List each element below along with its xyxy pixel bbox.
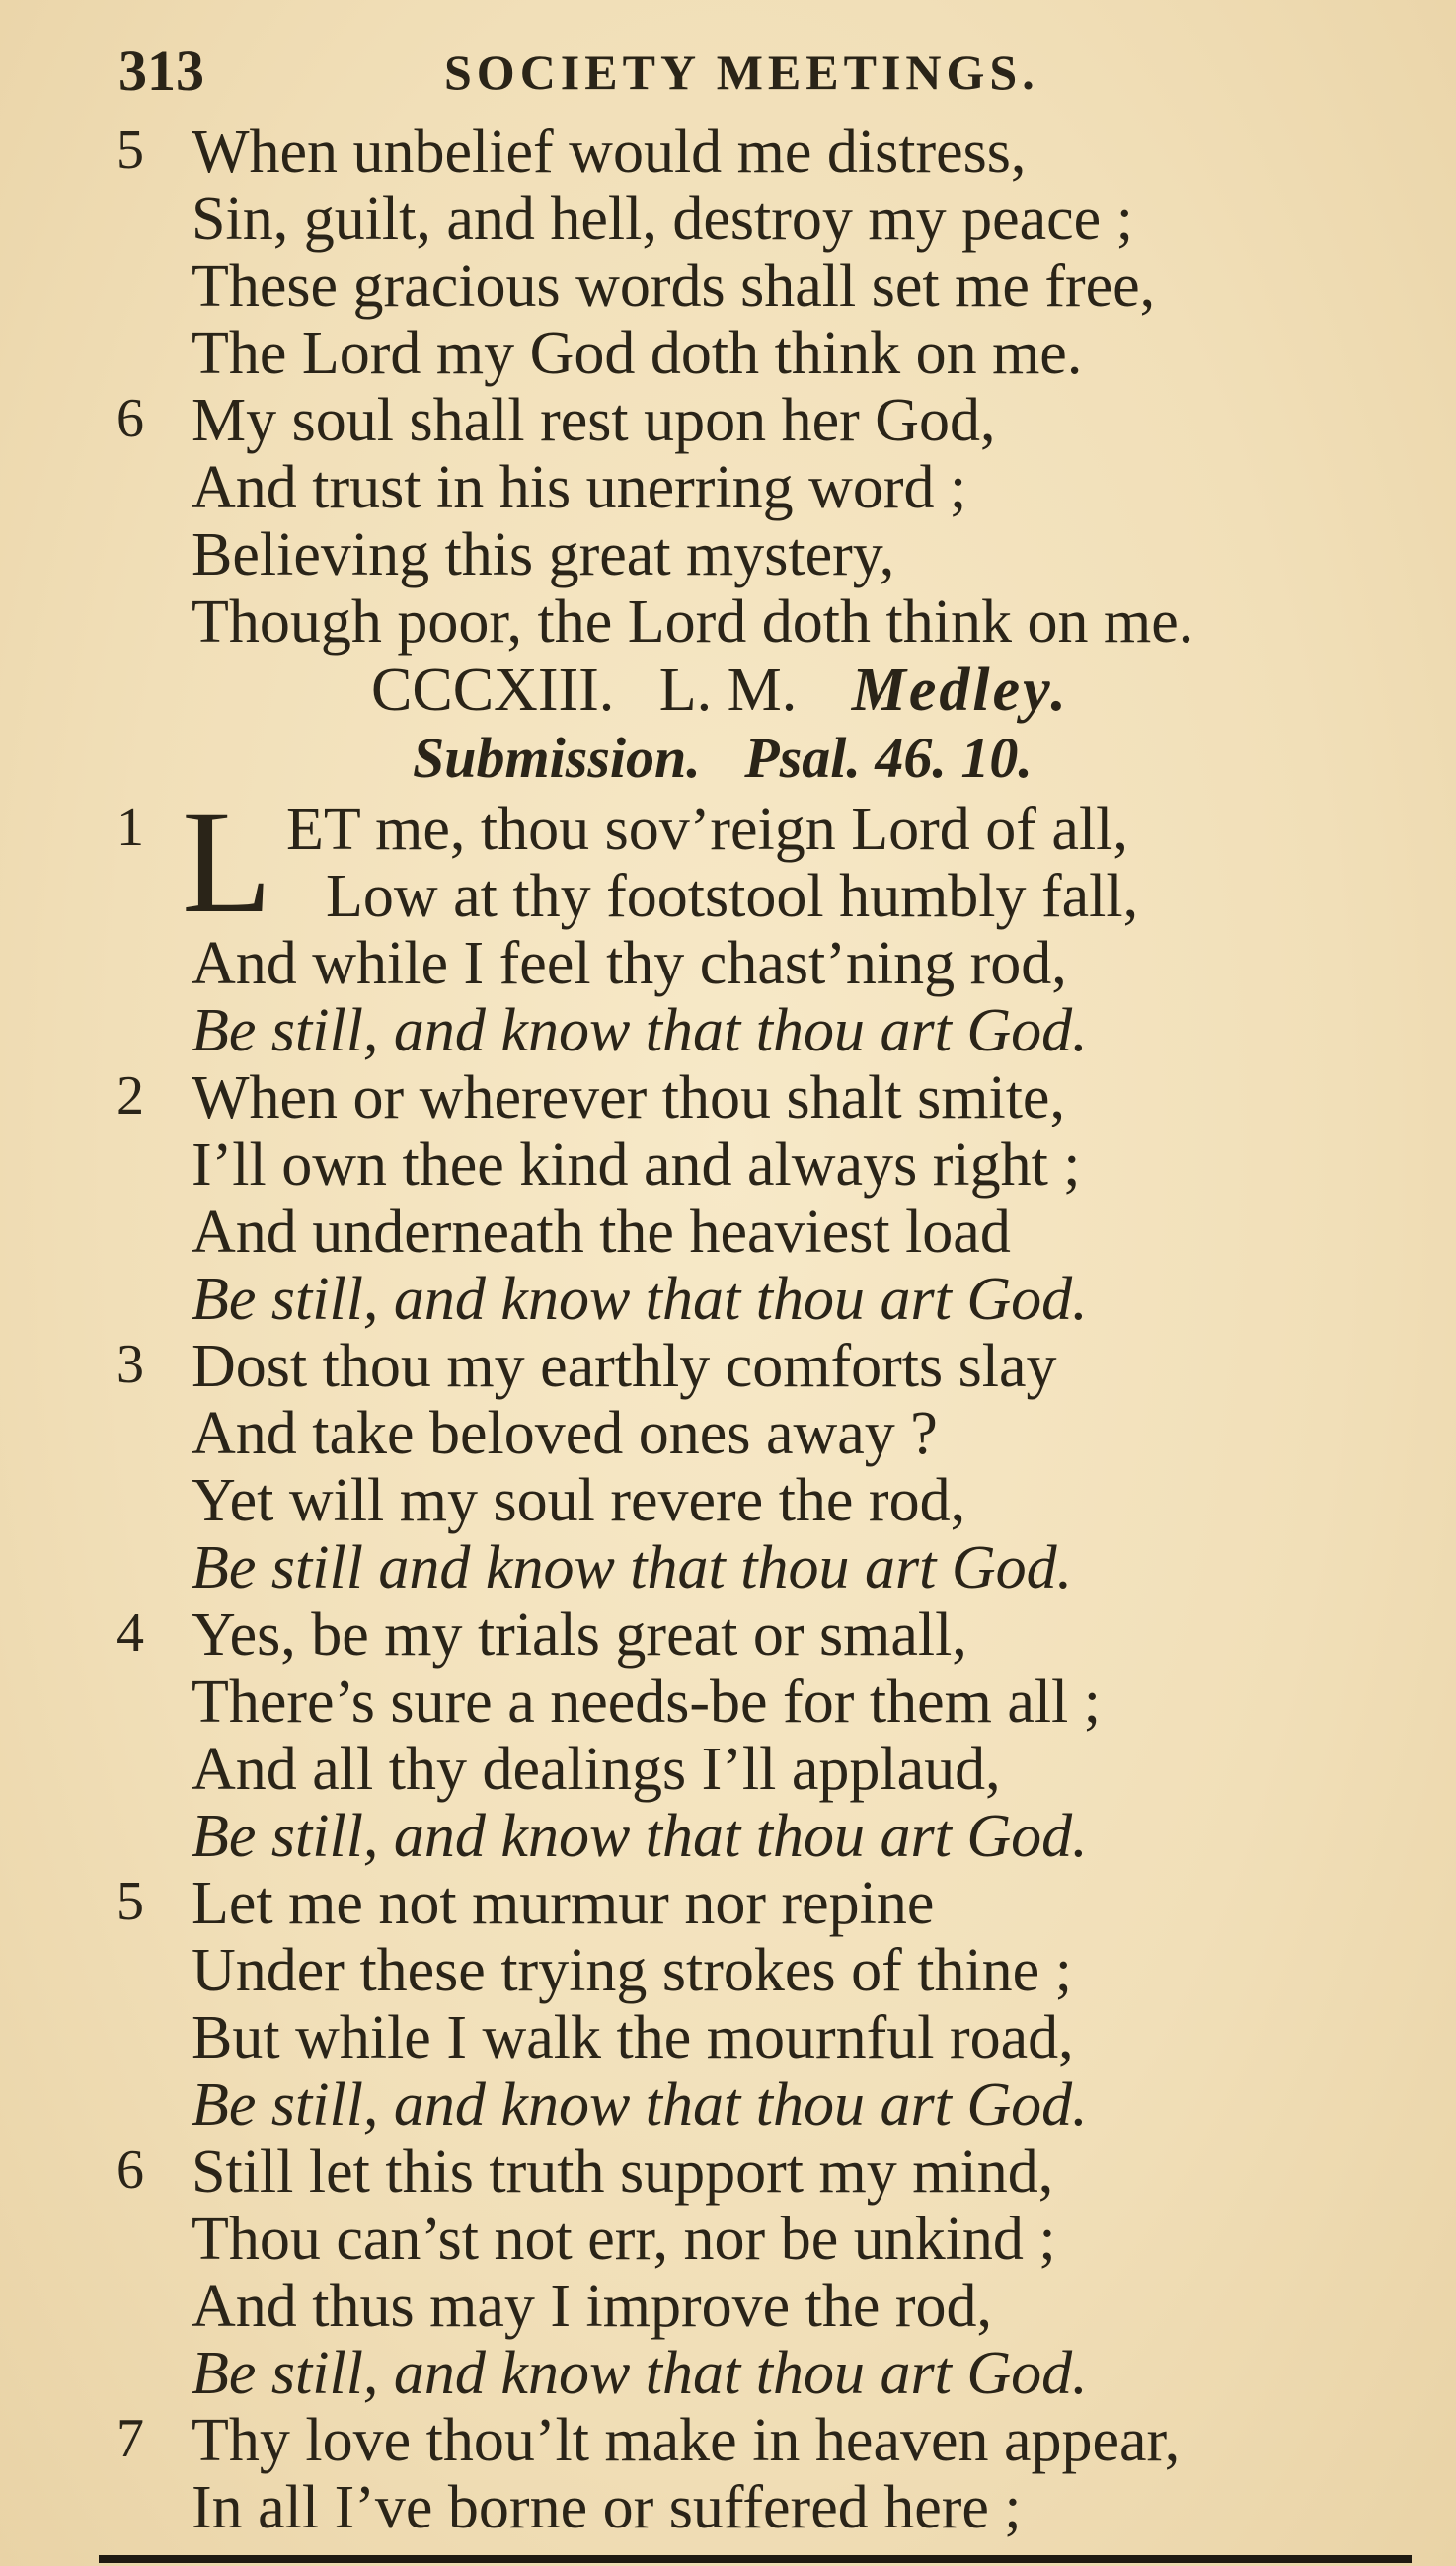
hymn-title — [116, 656, 1400, 725]
verse-line: And while I feel thy chast’ning rod, — [192, 930, 1067, 997]
verse-line: But while I walk the mournful road, — [192, 2004, 1074, 2071]
running-head: SOCIETY MEETINGS. — [444, 44, 1039, 100]
stanza-number: 2 — [116, 1065, 144, 1127]
verse-line: ET me, thou sov’reign Lord of all, — [286, 796, 1128, 863]
verse-line: Yet will my soul revere the rod, — [192, 1467, 966, 1534]
stanza — [116, 2407, 1400, 2541]
hymn-meter: L. M. — [658, 657, 798, 724]
verse-line: When unbelief would me distress, — [192, 118, 1027, 186]
stanza-number: 1 — [116, 797, 144, 858]
stanza — [116, 1064, 1400, 1333]
stanza — [116, 1870, 1400, 2138]
verse-line: And underneath the heaviest load — [192, 1199, 1011, 1266]
stanza-number: 4 — [116, 1602, 144, 1664]
verse-line: I’ll own thee kind and always right ; — [192, 1131, 1081, 1199]
refrain-line: Be still, and know that thou art God. — [192, 2071, 1088, 2138]
stanza-number: 6 — [116, 2139, 144, 2201]
verse-line: Low at thy footstool humbly fall, — [326, 863, 1139, 930]
bottom-rule — [99, 2555, 1412, 2563]
verse-line: Thou can’st not err, nor be unkind ; — [192, 2206, 1056, 2273]
refrain-line: Be still, and know that thou art God. — [192, 2340, 1088, 2407]
verse-line: Though poor, the Lord doth think on me. — [192, 588, 1194, 656]
verse-line: And take beloved ones away ? — [192, 1400, 938, 1467]
psalm-reference: Psal. 46. 10. — [744, 726, 1033, 790]
verse-line: Still let this truth support my mind, — [192, 2138, 1054, 2206]
stanza — [116, 1333, 1400, 1601]
hymn-number: CCCXIII. — [371, 657, 615, 724]
verse-line: Believing this great mystery, — [192, 521, 895, 588]
verse-line: In all I’ve borne or suffered here ; — [192, 2474, 1022, 2541]
verse-line: Thy love thou’lt make in heaven appear, — [192, 2407, 1181, 2474]
page-content — [116, 118, 1400, 2541]
stanza-number: 5 — [116, 119, 144, 181]
page-number: 313 — [118, 39, 204, 103]
verse-line: The Lord my God doth think on me. — [192, 320, 1083, 387]
verse-line: Yes, be my trials great or small, — [192, 1601, 967, 1669]
verse-line: These gracious words shall set me free, — [192, 253, 1156, 320]
stanza — [116, 387, 1400, 656]
verse-line: My soul shall rest upon her God, — [192, 387, 996, 454]
stanza-number: 6 — [116, 388, 144, 449]
refrain-line: Be still and know that thou art God. — [192, 1534, 1073, 1601]
verse-line: And trust in his unerring word ; — [192, 454, 967, 521]
stanza-number: 5 — [116, 1871, 144, 1932]
verse-line: When or wherever thou shalt smite, — [192, 1064, 1065, 1131]
hymn-subtitle — [116, 725, 1400, 792]
stanza — [116, 118, 1400, 387]
verse-line: And all thy dealings I’ll applaud, — [192, 1736, 1001, 1803]
stanza — [116, 1601, 1400, 1870]
verse-line: There’s sure a needs-be for them all ; — [192, 1669, 1102, 1736]
verse-line: Sin, guilt, and hell, destroy my peace ; — [192, 186, 1133, 253]
verse-line: Under these trying strokes of thine ; — [192, 1937, 1072, 2004]
stanza-number: 7 — [116, 2408, 144, 2469]
stanza — [116, 780, 1400, 1064]
refrain-line: Be still, and know that thou art God. — [192, 997, 1088, 1064]
drop-cap: L — [182, 780, 272, 944]
hymn-subject: Submission. — [413, 726, 701, 790]
refrain-line: Be still, and know that thou art God. — [192, 1803, 1088, 1870]
stanza-number: 3 — [116, 1334, 144, 1395]
verse-line: Dost thou my earthly comforts slay — [192, 1333, 1057, 1400]
page-header — [118, 38, 1402, 117]
stanza — [116, 2138, 1400, 2407]
refrain-line: Be still, and know that thou art God. — [192, 1266, 1088, 1333]
hymn-tune: Medley. — [851, 657, 1069, 724]
verse-line: Let me not murmur nor repine — [192, 1870, 935, 1937]
verse-line: And thus may I improve the rod, — [192, 2273, 993, 2340]
